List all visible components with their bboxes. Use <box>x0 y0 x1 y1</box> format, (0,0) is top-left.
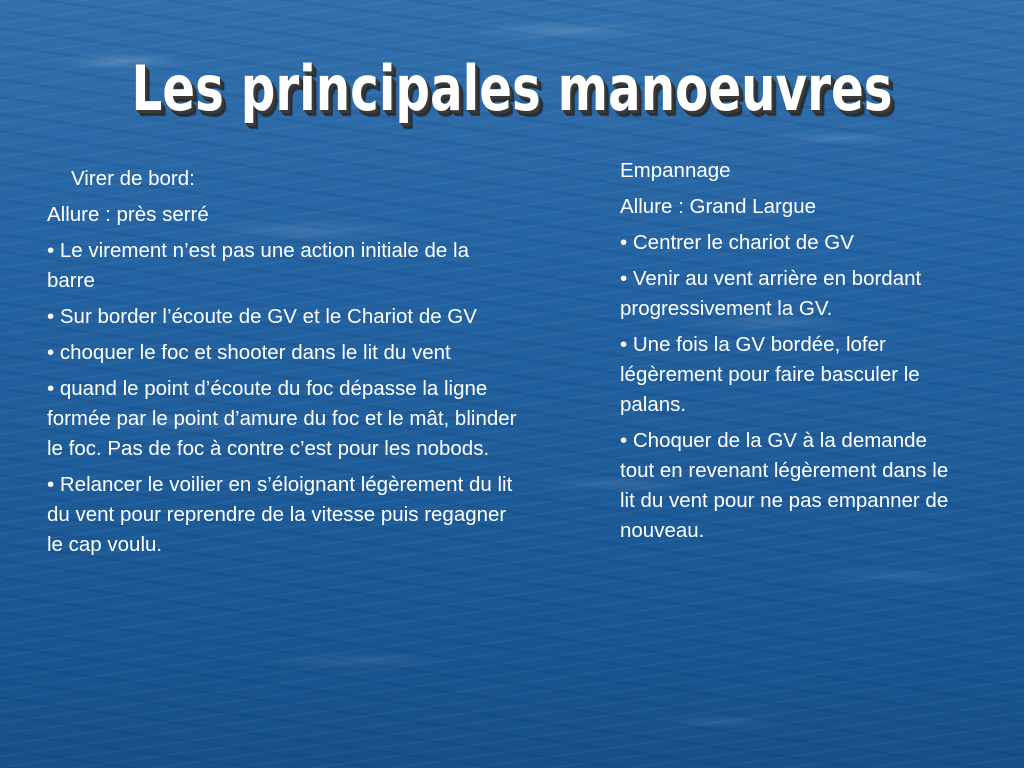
slide-title: Les principales manoeuvres <box>131 52 893 125</box>
virer-de-bord-heading: Virer de bord: <box>71 167 195 190</box>
empannage-bullet: • Centrer le chariot de GV <box>620 231 854 254</box>
virer-de-bord-bullet: • Le virement n’est pas une action initiale de la barre <box>47 239 469 292</box>
virer-de-bord-bullet: • quand le point d’écoute du foc dépasse la ligne formée par le point d’amure du foc et le mât, blinder le foc. Pas de foc à contre c’est pour les nobods. <box>47 377 517 460</box>
empannage-column <box>620 156 965 552</box>
virer-de-bord-allure: Allure : près serré <box>47 203 209 226</box>
empannage-bullet: • Une fois la GV bordée, lofer légèrement pour faire basculer le palans. <box>620 333 920 416</box>
virer-de-bord-bullet: • choquer le foc et shooter dans le lit du vent <box>47 341 451 364</box>
empannage-bullet: • Venir au vent arrière en bordant progressivement la GV. <box>620 267 922 320</box>
virer-de-bord-bullet: • Relancer le voilier en s’éloignant légèrement du lit du vent pour reprendre de la vitesse puis regagner le cap voulu. <box>47 473 513 556</box>
empannage-heading: Empannage <box>620 159 731 182</box>
virer-de-bord-column <box>47 164 517 566</box>
empannage-allure: Allure : Grand Largue <box>620 195 817 218</box>
empannage-bullet: • Choquer de la GV à la demande tout en revenant légèrement dans le lit du vent pour ne pas empanner de nouveau. <box>620 429 949 542</box>
virer-de-bord-bullet: • Sur border l’écoute de GV et le Chariot de GV <box>47 305 477 328</box>
